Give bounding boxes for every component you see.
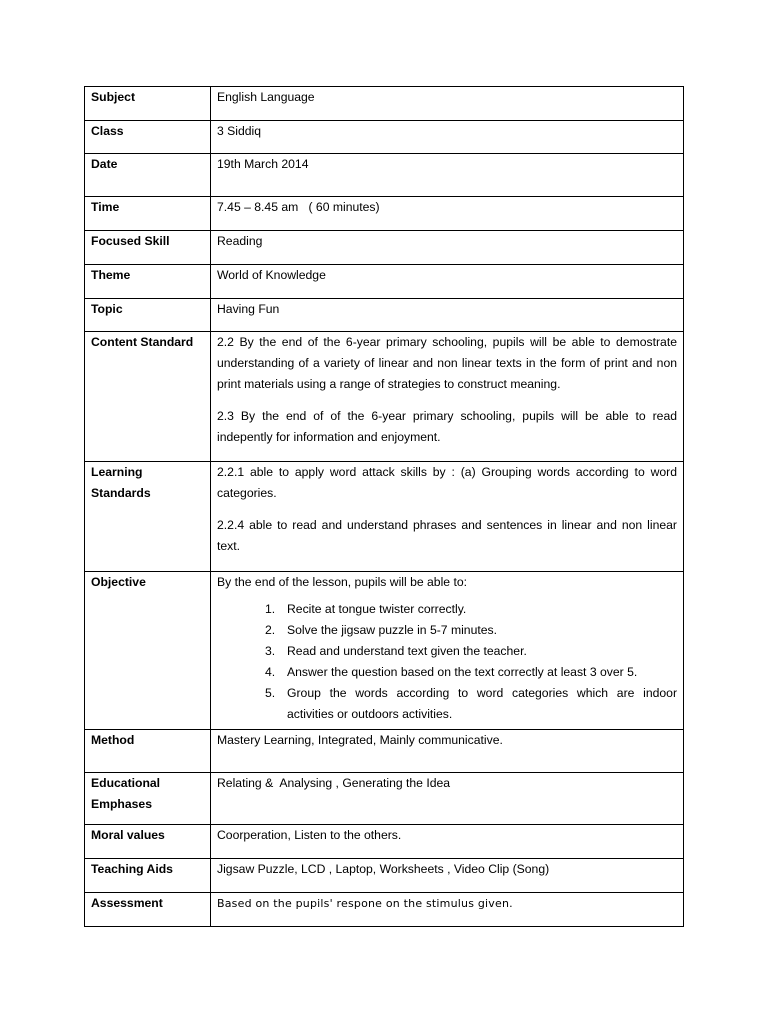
content-standard-2-3: 2.3 By the end of of the 6-year primary schooling, pupils will be able to read indepently for information and enjoyment. [217,409,677,444]
label-cell [85,825,211,859]
list-item [265,641,677,662]
time-label: Time [91,200,120,214]
learning-standard-2-2-4: 2.2.4 able to read and understand phrases and sentences in linear and non linear text. [217,518,677,553]
objective-text [211,572,683,725]
table-row [85,859,684,893]
value-cell [211,265,684,299]
method-value: Mastery Learning, Integrated, Mainly communicative. [217,733,503,747]
label-cell [85,332,211,462]
teaching-aids-label: Teaching Aids [91,862,173,876]
value-cell [211,773,684,825]
table-row [85,299,684,332]
label-cell [85,265,211,299]
value-cell [211,730,684,773]
table-row [85,197,684,231]
list-text: Solve the jigsaw puzzle in 5-7 minutes. [287,623,498,637]
topic-value: Having Fun [217,302,280,316]
focused-skill-value: Reading [217,234,263,248]
table-row [85,265,684,299]
list-item [265,662,677,683]
label-cell [85,154,211,197]
value-cell [211,87,684,121]
method-label: Method [91,733,135,747]
table-row [85,773,684,825]
objective-label: Objective [91,575,146,589]
value-cell [211,893,684,927]
label-cell [85,572,211,730]
content-standard-2-2: 2.2 By the end of the 6-year primary schooling, pupils will be able to demostrate understanding of a variety of linear and non linear texts in the form of print and non print materials using a range of strategies to construct meaning. [217,335,677,391]
table-row [85,87,684,121]
learning-standards-label [85,462,210,504]
label-cell [85,87,211,121]
learning-standard-2-2-1: 2.2.1 able to apply word attack skills by : (a) Grouping words according to word categories. [217,465,677,500]
label-cell [85,462,211,572]
list-number: 4. [265,665,276,679]
table-row [85,154,684,197]
objective-intro: By the end of the lesson, pupils will be able to: [217,575,467,589]
list-number: 5. [265,686,276,700]
list-item [265,620,677,641]
topic-label: Topic [91,302,123,316]
standards-label-line: Standards [91,486,151,500]
educational-emphases-label [85,773,210,815]
label-cell [85,893,211,927]
theme-value: World of Knowledge [217,268,326,282]
date-label: Date [91,157,118,171]
list-text: Answer the question based on the text correctly at least 3 over 5. [287,665,638,679]
value-cell [211,231,684,265]
table-row [85,231,684,265]
label-cell [85,121,211,154]
emphases-label-line: Emphases [91,797,152,811]
value-cell [211,121,684,154]
label-cell [85,730,211,773]
list-number: 3. [265,644,276,658]
content-standard-text [211,332,683,448]
value-cell [211,825,684,859]
learning-label-line: Learning [91,465,143,479]
assessment-label: Assessment [91,896,163,910]
date-value: 19th March 2014 [217,157,309,171]
learning-standards-text [211,462,683,557]
subject-label: Subject [91,90,136,104]
value-cell [211,462,684,572]
list-text: Group the words according to word categories which are indoor activities or outdoors activities. [287,686,677,721]
teaching-aids-value: Jigsaw Puzzle, LCD , Laptop, Worksheets , Video Clip (Song) [217,862,550,876]
label-cell [85,299,211,332]
value-cell [211,859,684,893]
class-label: Class [91,124,124,138]
educational-label-line: Educational [91,776,161,790]
table-row [85,825,684,859]
content-standard-label: Content Standard [91,335,194,349]
moral-values-value: Coorperation, Listen to the others. [217,828,402,842]
assessment-value: Based on the pupils' respone on the stimulus given. [217,897,513,910]
value-cell [211,572,684,730]
list-text: Read and understand text given the teacher. [287,644,527,658]
label-cell [85,859,211,893]
theme-label: Theme [91,268,131,282]
moral-values-label: Moral values [91,828,165,842]
value-cell [211,332,684,462]
focused-skill-label: Focused Skill [91,234,170,248]
class-value: 3 Siddiq [217,124,262,138]
table-row [85,462,684,572]
educational-emphases-value: Relating & Analysing , Generating the Idea [217,776,451,790]
subject-value: English Language [217,90,315,104]
table-row [85,893,684,927]
label-cell [85,231,211,265]
objective-list [217,599,677,725]
value-cell [211,299,684,332]
label-cell [85,197,211,231]
list-item [265,599,677,620]
list-item [265,683,677,725]
value-cell [211,154,684,197]
time-value: 7.45 – 8.45 am ( 60 minutes) [217,200,380,214]
list-number: 2. [265,623,276,637]
table-row [85,572,684,730]
label-cell [85,773,211,825]
table-row [85,730,684,773]
list-number: 1. [265,602,276,616]
lesson-plan-table [84,86,684,927]
table-row [85,332,684,462]
value-cell [211,197,684,231]
table-row [85,121,684,154]
list-text: Recite at tongue twister correctly. [287,602,467,616]
